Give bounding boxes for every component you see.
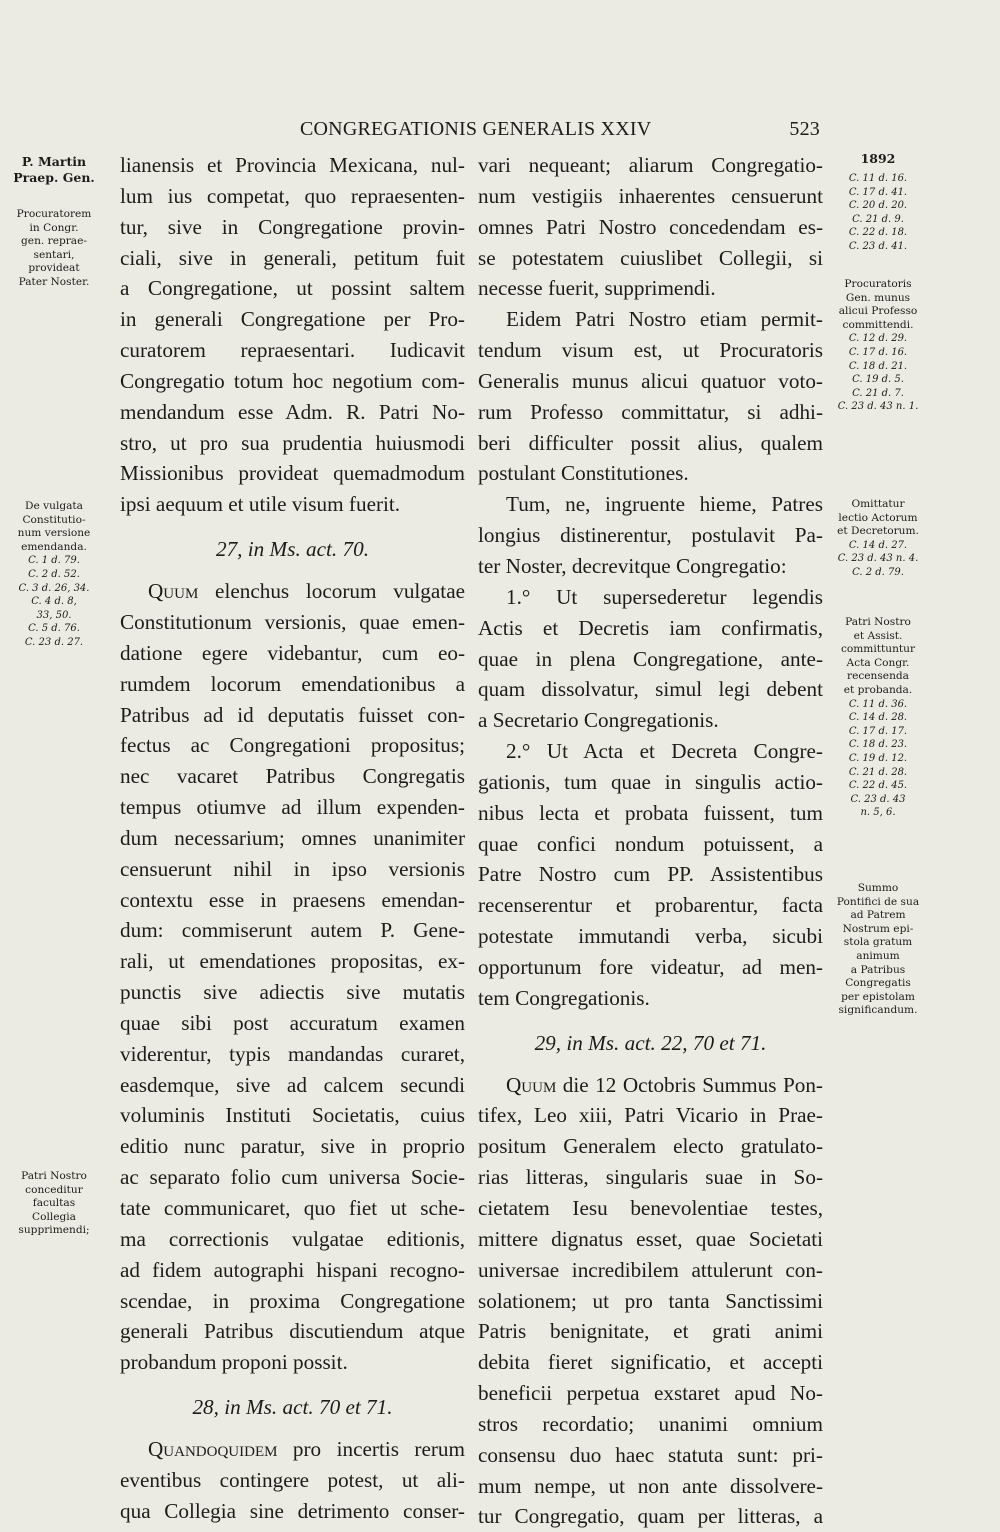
paragraph <box>478 304 823 489</box>
text-line: mum nempe, ut non ante dissolvere- <box>478 1473 823 1498</box>
margin-text: Omittatur <box>851 498 905 510</box>
margin-text: provideat <box>28 262 80 275</box>
margin-reference: C. 23 d. 41. <box>848 240 908 252</box>
text-line: 1.° Ut supersederetur legendis <box>506 584 823 609</box>
text-line: Generalis munus alicui quatuor voto- <box>478 368 823 393</box>
margin-text: et Assist. <box>853 629 903 642</box>
text-line: rum Professo committatur, si adhi- <box>478 399 823 424</box>
margin-reference: C. 1 d. 79. <box>28 555 80 567</box>
text-line: rali, ut emendationes propositas, ex- <box>120 949 465 974</box>
margin-text: significandum. <box>838 1004 918 1017</box>
text-line: fectus ac Congregationi propositus; <box>120 733 465 758</box>
text-line: mittere dignatus esset, quae Societati <box>478 1226 823 1251</box>
text-line: curatorem repraesentari. Iudicavit <box>120 338 465 363</box>
year-label: 1892 <box>860 151 896 166</box>
margin-text: per epistolam <box>841 990 915 1003</box>
margin-reference: C. 22 d. 18. <box>848 227 908 239</box>
margin-reference: C. 18 d. 23. <box>848 739 908 751</box>
text-line: lum ius competat, quo repraesenten- <box>120 183 465 208</box>
margin-text: Collegia <box>31 1210 76 1223</box>
left-text-column <box>120 150 465 1527</box>
text-line <box>120 1434 465 1465</box>
paragraph <box>120 576 465 1378</box>
text-line: rias litteras, singularis suae in So- <box>478 1165 823 1190</box>
margin-text: sentari, <box>33 248 75 261</box>
margin-reference: n. 5, 6. <box>860 807 896 819</box>
margin-reference: C. 21 d. 9. <box>852 213 904 225</box>
margin-text: Acta Congr. <box>846 656 910 669</box>
text-line: ac separato folio cum universa Socie- <box>120 1165 465 1190</box>
margin-note-procuratoris <box>826 278 930 414</box>
text-line: mendandum esse Adm. R. Patri No- <box>120 399 465 424</box>
text-line: editio nunc paratur, sive in proprio <box>120 1134 465 1159</box>
text-line: stro, ut pro sua prudentia huiusmodi <box>120 430 465 455</box>
text-line: nec vacaret Patribus Congregatis <box>120 764 465 789</box>
text-line: qua Collegia sine detrimento conser- <box>120 1498 465 1523</box>
text-line: vari nequeant; aliarum Congregatio- <box>478 153 823 177</box>
margin-text: recensenda <box>847 670 909 683</box>
margin-text: emendanda. <box>21 540 87 553</box>
section-heading-27: 27, in Ms. act. 70. <box>215 537 369 562</box>
text-line: quam dissolvatur, simul legi debent <box>478 677 823 702</box>
margin-text: Pontifici de sua <box>836 895 920 908</box>
text-line: tate communicaret, quo fiet ut sche- <box>120 1196 465 1220</box>
margin-text: supprimendi; <box>18 1224 90 1237</box>
margin-note-summo <box>826 882 930 1018</box>
text-line: in generali Congregatione per Pro- <box>120 307 465 332</box>
text-line: datione egere videbantur, cum eo- <box>120 640 465 665</box>
text-line: quae in plena Congregatione, ante- <box>478 646 823 671</box>
text-line: Patris benignitate, et grati animi <box>478 1319 823 1344</box>
margin-text: Congregatis <box>845 977 911 990</box>
margin-text: gen. reprae- <box>21 235 87 248</box>
text-line: ter Noster, decrevitque Congregatio: <box>478 553 787 578</box>
text-line: universae incredibilem attulerunt con- <box>478 1257 823 1282</box>
margin-reference: C. 14 d. 28. <box>848 712 908 724</box>
margin-text: Patri Nostro <box>21 1170 87 1182</box>
margin-reference: C. 23 d. 43 <box>850 793 906 805</box>
margin-year-refs <box>826 150 930 254</box>
margin-text: stola gratum <box>843 936 913 949</box>
text-line: Constitutionum versionis, quae emen- <box>120 609 465 634</box>
margin-reference: C. 18 d. 21. <box>848 360 908 372</box>
margin-text: Gen. munus <box>845 291 911 304</box>
margin-text: lectio Actorum <box>838 511 918 524</box>
margin-reference: C. 14 d. 27. <box>848 539 908 551</box>
text-line: consensu duo haec statuta sunt: pri- <box>478 1442 823 1467</box>
text-line: censuerunt nihil in ipso versionis <box>120 856 465 881</box>
text-line: necesse fuerit, supprimendi. <box>478 276 716 301</box>
margin-text: conceditur <box>25 1183 83 1196</box>
text-line: cietatem Iesu benevolentiae testes, <box>478 1196 823 1220</box>
paragraph <box>120 150 465 520</box>
margin-note-procurator <box>6 208 102 290</box>
text-line: beri difficulter possit alius, qualem <box>478 430 823 455</box>
text-line: dum: commiserunt autem P. Gene- <box>120 918 465 943</box>
text-line: Tum, ne, ingruente hieme, Patres <box>506 492 823 517</box>
margin-note-collegia <box>6 1170 102 1238</box>
author-note <box>6 154 102 186</box>
margin-reference: C. 21 d. 28. <box>848 766 908 778</box>
text-line: a Secretario Congregationis. <box>478 708 719 733</box>
text-line <box>120 576 465 607</box>
margin-text: num versione <box>17 527 91 540</box>
text-line: eventibus contingere potest, ut ali- <box>120 1467 465 1492</box>
text-line: solationem; ut pro tanta Sanctissimi <box>478 1288 823 1313</box>
text-line: tem Congregationis. <box>478 985 650 1010</box>
text-line: easdemque, sive ad calcem secundi <box>120 1072 465 1097</box>
paragraph <box>478 489 823 582</box>
margin-text: De vulgata <box>25 500 83 512</box>
text-line: generali Patribus discutiendum atque <box>120 1319 465 1344</box>
text-line: viderentur, typis mandandas curaret, <box>120 1041 465 1066</box>
margin-reference: C. 5 d. 76. <box>28 623 80 635</box>
margin-reference: C. 17 d. 16. <box>848 346 908 358</box>
margin-text: Procuratorem <box>16 208 92 220</box>
author-line-1: P. Martin <box>21 154 87 169</box>
text-line: scendae, in proxima Congregatione <box>120 1288 465 1313</box>
text-line: se potestatem cuiuslibet Collegii, si <box>478 245 823 270</box>
margin-reference: C. 20 d. 20. <box>848 200 908 212</box>
text-line: potestate immutandi verba, sicubi <box>478 924 823 949</box>
text-line: Patribus ad id deputatis fuisset con- <box>120 702 465 727</box>
paragraph <box>478 150 823 304</box>
text-fragment: pro incertis rerum <box>277 1437 465 1462</box>
margin-text: in Congr. <box>29 221 79 234</box>
section-heading-29: 29, in Ms. act. 22, 70 et 71. <box>534 1030 767 1055</box>
margin-reference: C. 21 d. 7. <box>852 387 904 399</box>
right-text-column <box>478 150 823 1532</box>
margin-reference: C. 17 d. 41. <box>848 186 908 198</box>
text-line: a Congregatione, ut possint saltem <box>120 276 465 301</box>
drop-word: Quum <box>148 579 199 604</box>
margin-reference: C. 11 d. 16. <box>848 173 908 184</box>
margin-text: alicui Professo <box>838 305 918 318</box>
margin-reference: C. 2 d. 79. <box>852 566 904 578</box>
text-line: tendum visum est, ut Procuratoris <box>478 338 823 363</box>
text-line: postulant Constitutiones. <box>478 461 689 486</box>
drop-word: Quum <box>506 1072 557 1097</box>
margin-reference: C. 11 d. 36. <box>848 698 908 710</box>
margin-text: Summo <box>857 882 899 894</box>
margin-reference: C. 23 d. 43 n. 4. <box>837 553 919 565</box>
margin-note-acta <box>826 616 930 820</box>
text-line: ad fidem autographi hispani recogno- <box>120 1257 465 1282</box>
margin-text: animum <box>856 949 900 962</box>
margin-reference: C. 22 d. 45. <box>848 780 908 792</box>
text-line: positum Generalem electo gratulato- <box>478 1134 823 1159</box>
drop-word: Quandoquidem <box>148 1437 278 1462</box>
margin-text: Constitutio- <box>22 513 86 526</box>
margin-text: et Decretorum. <box>837 525 919 538</box>
margin-text: facultas <box>32 1197 76 1210</box>
text-line: opportunum fore videatur, ad men- <box>478 954 823 979</box>
text-line: ma correctionis vulgatae editionis, <box>120 1226 465 1251</box>
margin-reference: C. 17 d. 17. <box>848 725 908 737</box>
text-line: punctis sive adiectis sive mutatis <box>120 980 465 1005</box>
text-line: 2.° Ut Acta et Decreta Congre- <box>506 739 823 764</box>
margin-text: committendi. <box>842 318 914 331</box>
margin-text: a Patribus <box>850 963 906 976</box>
text-line: debita fieret significatio, et accepti <box>478 1350 823 1375</box>
margin-reference: C. 12 d. 29. <box>848 333 908 345</box>
text-line: stros recordatio; unanimi omnium <box>478 1411 823 1436</box>
margin-note-vulgata <box>6 500 102 650</box>
text-line: rumdem locorum emendationibus a <box>120 671 465 696</box>
margin-text: committuntur <box>840 643 916 656</box>
text-line: Missionibus provideat quemadmodum <box>120 461 465 486</box>
text-line: tur, sive in Congregatione provin- <box>120 214 465 239</box>
text-line: dum necessarium; omnes unanimiter <box>120 825 465 850</box>
margin-text: Procuratoris <box>844 278 912 290</box>
text-line: num vestigiis inhaerentes censuerunt <box>478 183 823 208</box>
paragraph <box>478 1070 823 1532</box>
paragraph <box>120 1434 465 1527</box>
author-line-2: Praep. Gen. <box>13 170 95 185</box>
text-line: tifex, Leo xiii, Patri Vicario in Prae- <box>478 1103 823 1128</box>
margin-text: Patri Nostro <box>845 616 911 628</box>
margin-text: Nostrum epi- <box>842 922 914 935</box>
margin-reference: C. 19 d. 5. <box>852 374 904 386</box>
margin-text: et probanda. <box>843 683 913 696</box>
text-line: voluminis Instituti Societatis, cuius <box>120 1103 465 1128</box>
margin-reference: C. 2 d. 52. <box>28 568 80 580</box>
margin-reference: C. 19 d. 12. <box>848 752 908 764</box>
text-line: Eidem Patri Nostro etiam permit- <box>506 307 823 332</box>
text-fragment: elenchus locorum vulgatae <box>198 579 465 604</box>
margin-reference: C. 4 d. 8, <box>31 596 77 608</box>
page-header <box>300 118 820 144</box>
margin-text: ad Patrem <box>850 909 906 922</box>
margin-reference: 33, 50. <box>36 609 72 621</box>
text-line: quae confici nondum potuissent, a <box>478 831 823 856</box>
text-line: quae sibi post accuratum examen <box>120 1010 465 1035</box>
page-number: 523 <box>789 118 820 140</box>
margin-reference: C. 23 d. 43 n. 1. <box>837 401 919 413</box>
paragraph <box>478 736 823 1014</box>
text-line <box>478 1070 823 1101</box>
text-line: probandum proponi possit. <box>120 1350 348 1375</box>
text-line: tur Congregatio, quam per litteras, a <box>478 1504 823 1529</box>
running-title: CONGREGATIONIS GENERALIS XXIV <box>300 118 652 140</box>
text-line: Patre Nostro cum PP. Assistentibus <box>478 862 823 887</box>
text-line: lianensis et Provincia Mexicana, nul- <box>120 153 465 177</box>
text-line: beneficii perpetua exstaret apud No- <box>478 1381 823 1406</box>
text-line: gationis, tum quae in singulis actio- <box>478 769 823 794</box>
margin-reference: C. 3 d. 26, 34. <box>18 582 90 594</box>
paragraph <box>478 582 823 736</box>
text-fragment: die 12 Octobris Summus Pon- <box>556 1072 823 1097</box>
text-line: Actis et Decretis iam confirmatis, <box>478 615 823 640</box>
text-line: ciali, sive in generali, petitum fuit <box>120 245 465 270</box>
margin-text: Pater Noster. <box>18 275 90 288</box>
text-line: tempus otiumve ad illum expenden- <box>120 795 465 820</box>
text-line: contextu esse in praesens emendan- <box>120 887 465 912</box>
section-heading-28: 28, in Ms. act. 70 et 71. <box>192 1395 393 1420</box>
margin-note-omittatur <box>826 498 930 580</box>
text-line: ipsi aequum et utile visum fuerit. <box>120 492 401 517</box>
text-line: longius distinerentur, postulavit Pa- <box>478 523 823 548</box>
text-line: Congregatio totum hoc negotium com- <box>120 368 465 393</box>
text-line: recenserentur et probarentur, facta <box>478 893 823 918</box>
text-line: omnes Patri Nostro concedendam es- <box>478 214 823 239</box>
margin-reference: C. 23 d. 27. <box>24 636 84 648</box>
text-line: nibus lecta et probata fuissent, tum <box>478 800 823 825</box>
